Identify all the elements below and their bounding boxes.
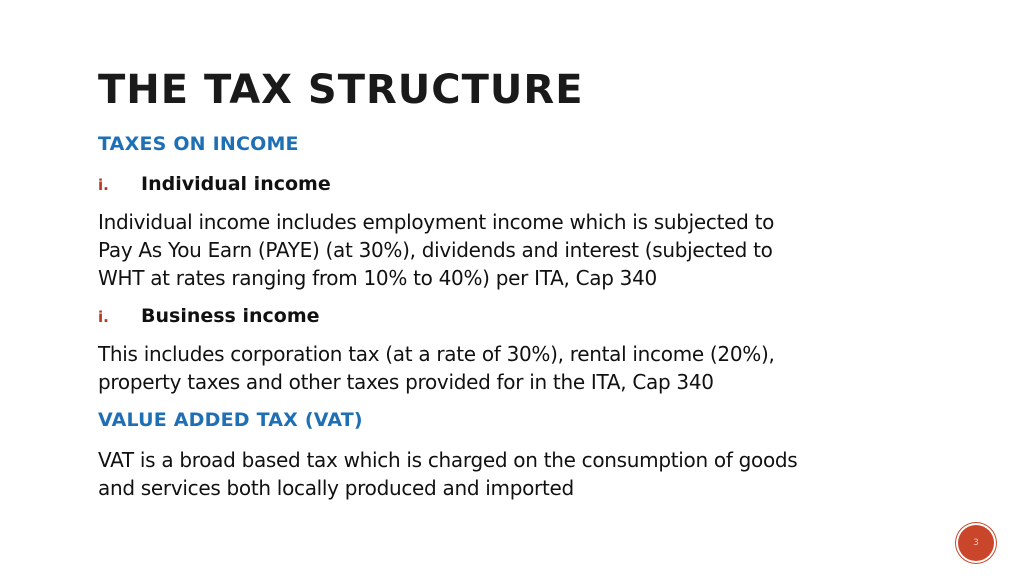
paragraph-line: VAT is a broad based tax which is charged on the consumption of goods [98,448,798,472]
slide-content [98,130,938,512]
section-heading-vat: VALUE ADDED TAX (VAT) [98,409,363,431]
slide-title: THE TAX STRUCTURE [98,67,584,113]
page-number: 3 [973,538,979,548]
paragraph-line: WHT at rates ranging from 10% to 40%) per ITA, Cap 340 [98,266,657,290]
sub-item-label: Business income [141,305,320,327]
paragraph-individual-income [98,208,938,292]
paragraph-vat [98,446,938,502]
sub-item-individual-income [98,170,938,198]
paragraph-line: property taxes and other taxes provided for in the ITA, Cap 340 [98,370,714,394]
paragraph-line: This includes corporation tax (at a rate of 30%), rental income (20%), [98,342,775,366]
paragraph-line: and services both locally produced and imported [98,476,574,500]
paragraph-business-income [98,340,938,396]
list-marker: i. [98,308,109,326]
list-marker: i. [98,176,109,194]
paragraph-line: Individual income includes employment income which is subjected to [98,210,775,234]
page-number-badge [958,525,994,561]
paragraph-line: Pay As You Earn (PAYE) (at 30%), dividends and interest (subjected to [98,238,773,262]
section-heading-income: TAXES ON INCOME [98,133,299,155]
sub-item-label: Individual income [141,173,331,195]
sub-item-business-income [98,302,938,330]
